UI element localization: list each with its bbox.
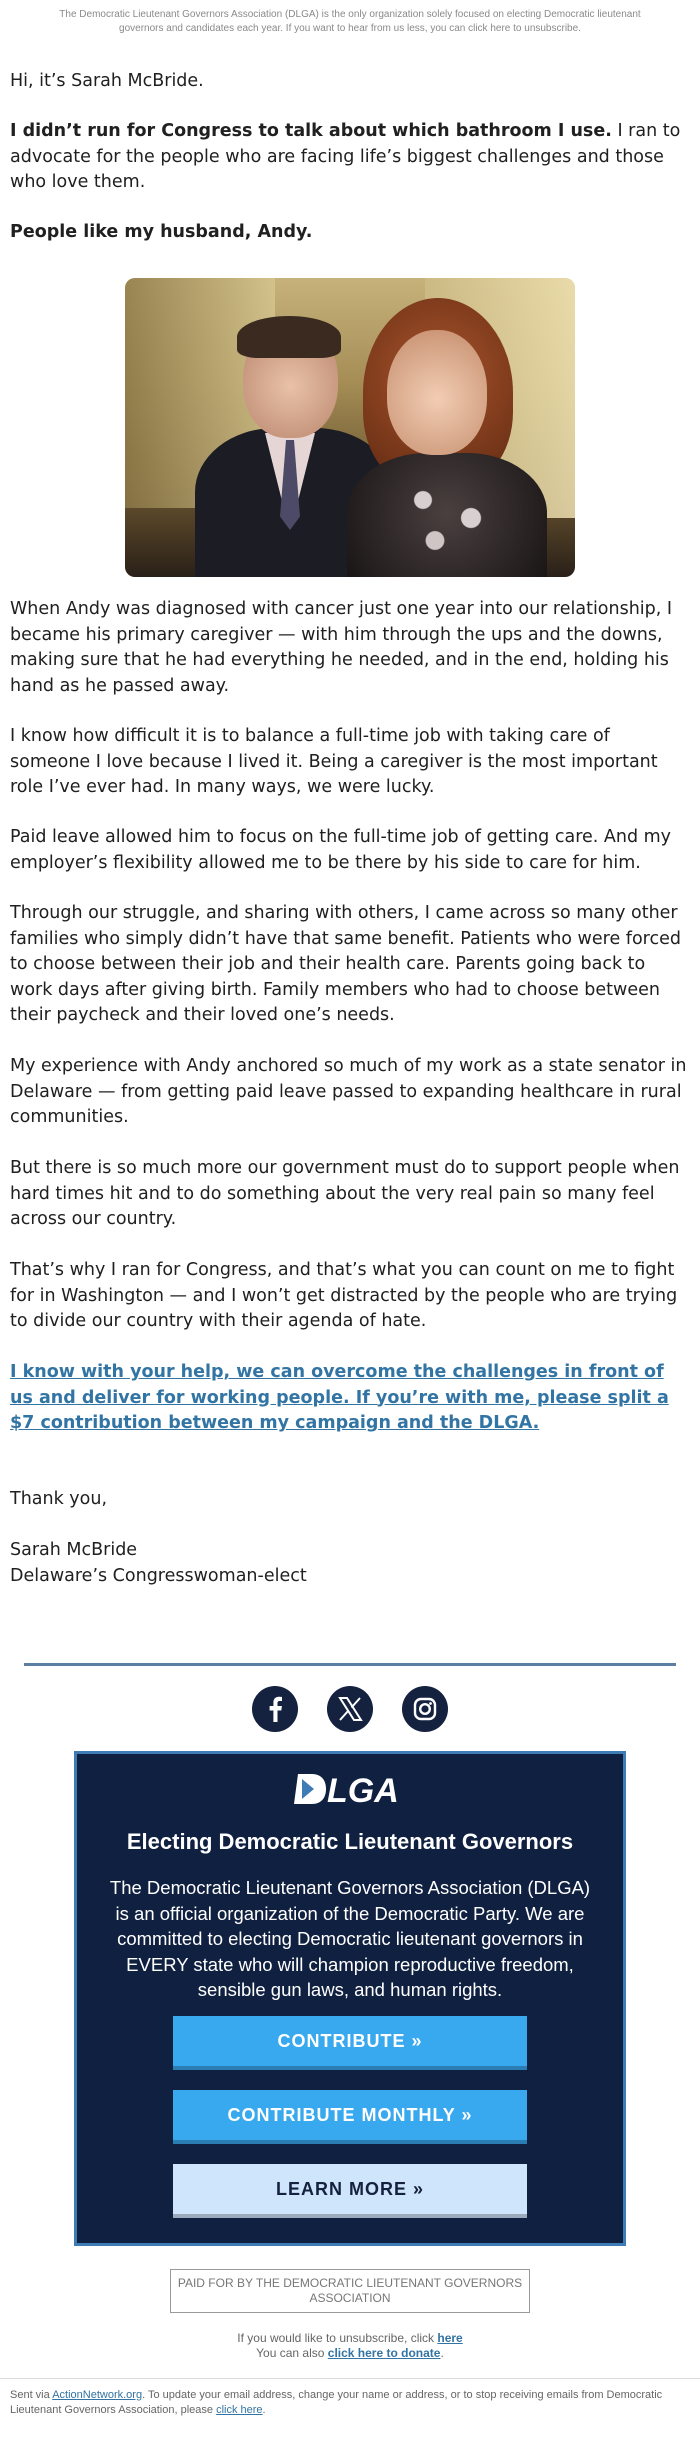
paragraph-diagnosis: When Andy was diagnosed with cancer just one year into our relationship, I became his primary caregiver — with him through the ups and the downs, making sure that he had everything he needed, and in the end, holding his hand as he passed away.: [10, 599, 673, 696]
contribute-button[interactable]: CONTRIBUTE »: [173, 2016, 527, 2070]
section-divider: [24, 1663, 676, 1666]
preheader-text: The Democratic Lieutenant Governors Association (DLGA) is the only organization solely focused on electing Democratic lieutenant governors and candidates each year. If you want to hear from us less, you can click here to unsubscribe.: [59, 9, 641, 34]
signature: [10, 1538, 688, 1589]
sarah-and-andy-photo: [125, 278, 575, 577]
intro-rest: I ran to advocate for the people who are facing life’s biggest challenges and those who love them.: [10, 121, 681, 192]
facebook-icon[interactable]: [252, 1686, 298, 1732]
contribution-link[interactable]: I know with your help, we can overcome the challenges in front of us and deliver for working people. If you’re with me, please split a $7 contribution between my campaign and the DLGA.: [10, 1362, 669, 1433]
paragraph-congress: That’s why I ran for Congress, and that’s what you can count on me to fight for in Washington — and I won’t get distracted by the people who are trying to divide our country with their agenda of hate.: [10, 1260, 678, 1331]
footer-end: .: [262, 2404, 266, 2416]
donate-line: [0, 2346, 700, 2361]
donate-suffix: .: [440, 2346, 444, 2360]
footer-middle: . To update your email address, change your name or address, or to stop receiving emails from Democratic Lieutenant Governors Association, please: [10, 2389, 663, 2416]
paragraph-government: But there is so much more our government must do to support people when hard times hit and to do something about the very real pain so many feel across our country.: [10, 1158, 680, 1229]
cta-paragraph: [10, 1360, 688, 1437]
footer-text: [10, 2388, 680, 2418]
unsubscribe-block: [0, 2331, 700, 2361]
unsubscribe-line: [0, 2331, 700, 2346]
intro-paragraph: [10, 119, 688, 196]
donate-link[interactable]: click here to donate: [327, 2346, 441, 2360]
card-title: Electing Democratic Lieutenant Governors: [126, 1829, 574, 1854]
signature-name: Sarah McBride: [10, 1540, 138, 1560]
contribute-monthly-button[interactable]: CONTRIBUTE MONTHLY »: [173, 2090, 527, 2144]
footer-divider: [0, 2378, 700, 2379]
paragraph-state-senator: My experience with Andy anchored so much of my work as a state senator in Delaware — from getting paid leave passed to expanding healthcare in rural communities.: [10, 1056, 687, 1127]
footer-click-here-link[interactable]: click here: [216, 2404, 263, 2416]
signoff: Thank you,: [10, 1489, 108, 1509]
footer-sent-via: Sent via: [10, 2389, 53, 2401]
card-description: The Democratic Lieutenant Governors Association (DLGA) is an official organization of the Democratic Party. We are committed to electing Democratic lieutenant governors in EVERY state who will champion reproductive freedom, sensible gun laws, and human rights.: [109, 1877, 591, 2000]
unsubscribe-prefix: If you would like to unsubscribe, click: [237, 2331, 438, 2345]
greeting: Hi, it’s Sarah McBride.: [10, 71, 204, 91]
intro-bold: I didn’t run for Congress to talk about which bathroom I use.: [10, 121, 612, 141]
paragraph-paid-leave: Paid leave allowed him to focus on the full-time job of getting care. And my employer’s flexibility allowed me to be there by his side to care for him.: [10, 827, 672, 873]
x-icon[interactable]: [327, 1686, 373, 1732]
donate-prefix: You can also: [256, 2346, 328, 2360]
svg-text:LGA: LGA: [327, 1772, 399, 1807]
paid-for-box: PAID FOR BY THE DEMOCRATIC LIEUTENANT GOVERNORS ASSOCIATION: [170, 2269, 530, 2313]
unsubscribe-link[interactable]: here: [437, 2331, 463, 2345]
andy-line: People like my husband, Andy.: [10, 222, 313, 242]
instagram-icon[interactable]: [402, 1686, 448, 1732]
dlga-card: [74, 1751, 626, 2246]
actionnetwork-link[interactable]: ActionNetwork.org: [52, 2389, 143, 2401]
paragraph-struggle: Through our struggle, and sharing with others, I came across so many other families who simply didn’t have that same benefit. Patients who were forced to choose between their job and their health care. Parents going back to work days after giving birth. Family members who had to choose between their paycheck and their loved one’s needs.: [10, 903, 681, 1025]
dlga-logo: [77, 1771, 623, 1807]
signature-title: Delaware’s Congresswoman-elect: [10, 1565, 307, 1586]
learn-more-button[interactable]: LEARN MORE »: [173, 2164, 527, 2218]
paragraph-caregiver: I know how difficult it is to balance a full-time job with taking care of someone I love because I lived it. Being a caregiver is the most important role I’ve ever had. In many ways, we were lucky.: [10, 726, 658, 797]
social-links: [0, 1686, 700, 1732]
